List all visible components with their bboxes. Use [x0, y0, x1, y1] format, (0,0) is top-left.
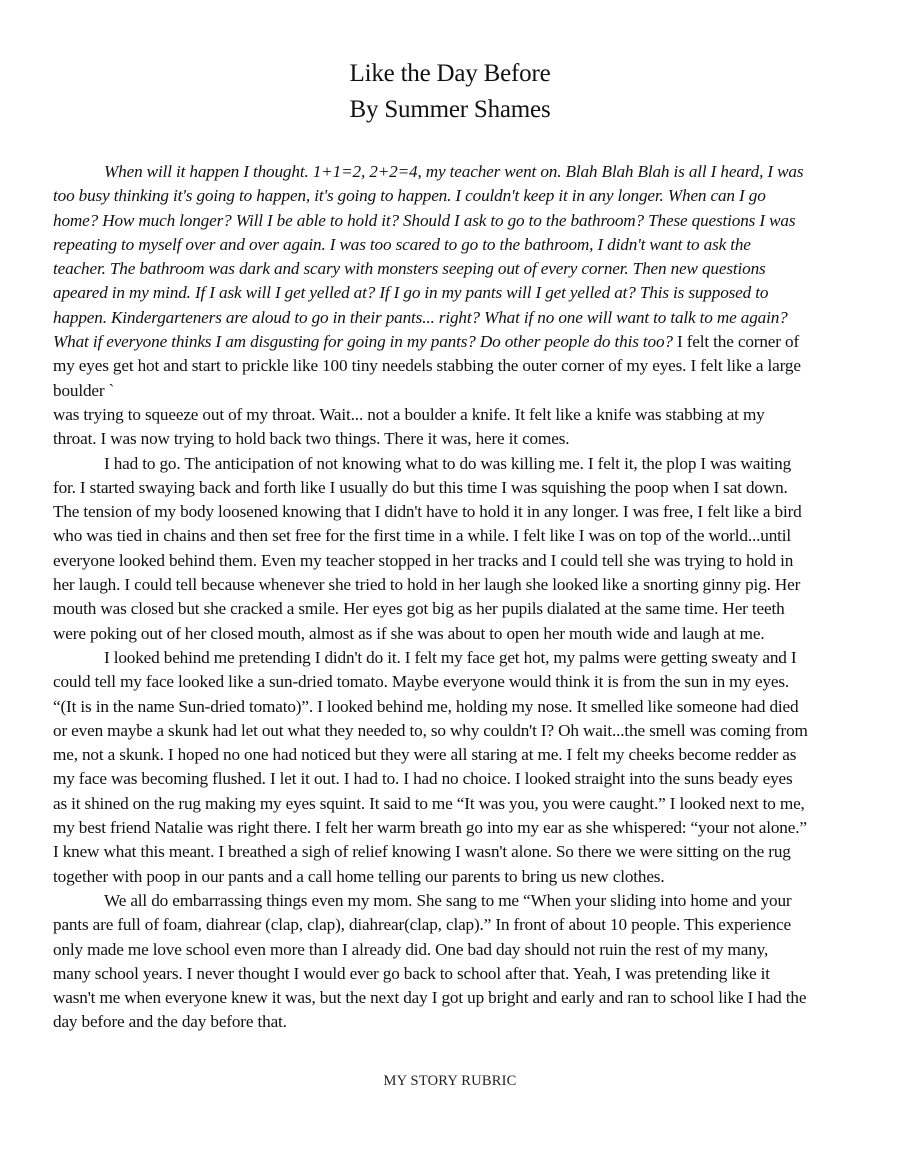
story-line — [53, 913, 853, 937]
roman-text: was trying to squeeze out of my throat. Wait... not a boulder a knife. It felt like a knife was stabbing at my — [53, 404, 765, 424]
italic-text: repeating to myself over and over again. I was too scared to go to the bathroom, I didn't want to ask the — [53, 234, 751, 254]
story-line — [53, 1010, 853, 1034]
roman-text: her laugh. I could tell because whenever she tried to hold in her laugh she looked like a snorting ginny pig. Her — [53, 575, 801, 595]
roman-text: wasn't me when everyone knew it was, but the next day I got up bright and early and ran to school like I had the — [53, 988, 807, 1008]
italic-text: home? How much longer? Will I be able to hold it? Should I ask to go to the bathroom? These questions I was — [53, 210, 796, 230]
roman-text: “(It is in the name Sun-dried tomato)”. I looked behind me, holding my nose. It smelled like someone had died — [53, 696, 799, 716]
story-line — [53, 354, 853, 378]
roman-text: many school years. I never thought I would ever go back to school after that. Yeah, I was pretending like it — [53, 963, 770, 983]
roman-text: for. I started swaying back and forth like I usually do but this time I was squishing the poop when I sat down. — [53, 477, 788, 497]
story-line — [53, 865, 853, 889]
story-title: Like the Day Before — [349, 60, 551, 87]
story-line — [53, 840, 853, 864]
rubric-heading: MY STORY RUBRIC — [383, 1073, 517, 1089]
story-byline: By Summer Shames — [349, 96, 551, 123]
story-line — [53, 209, 853, 233]
roman-text: pants are full of foam, diahrear (clap, clap), diahrear(clap, clap).” In front of about 10 people. This experience — [53, 915, 792, 935]
roman-text: only made me love school even more than I already did. One bad day should not ruin the rest of my many, — [53, 939, 769, 959]
roman-text: or even maybe a skunk had let out what they needed to, so why couldn't I? Oh wait...the smell was coming from — [53, 720, 808, 740]
roman-text: were poking out of her closed mouth, almost as if she was about to open her mouth wide and laugh at me. — [53, 623, 765, 643]
roman-text: The tension of my body loosened knowing that I didn't have to hold it in any longer. I was free, I felt like a bird — [53, 502, 802, 522]
roman-text: throat. I was now trying to hold back two things. There it was, here it comes. — [53, 429, 570, 449]
roman-text: my face was becoming flushed. I let it out. I had to. I had no choice. I looked straight into the suns beady eyes — [53, 769, 793, 789]
story-line — [53, 743, 853, 767]
roman-text: my eyes get hot and start to prickle like 100 tiny needels stabbing the outer corner of my eyes. I felt like a large — [53, 356, 801, 376]
italic-text: happen. Kindergarteners are aloud to go in their pants... right? What if no one will want to talk to me again? — [53, 307, 788, 327]
story-line — [53, 160, 853, 184]
story-line — [53, 281, 853, 305]
roman-text: me, not a skunk. I hoped no one had noticed but they were all staring at me. I felt my cheeks become redder as — [53, 745, 797, 765]
story-line — [53, 573, 853, 597]
roman-text: as it shined on the rug making my eyes squint. It said to me “It was you, you were caught.” I looked next to me, — [53, 793, 805, 813]
story-line — [53, 184, 853, 208]
story-line — [53, 889, 853, 913]
story-line — [53, 427, 853, 451]
roman-text: I had to go. The anticipation of not knowing what to do was killing me. I felt it, the plop I was waiting — [104, 453, 792, 473]
roman-text: I felt the corner of — [672, 332, 800, 352]
story-line — [53, 622, 853, 646]
roman-text: I looked behind me pretending I didn't do it. I felt my face get hot, my palms were getting sweaty and I — [104, 647, 797, 667]
roman-text: boulder ` — [53, 380, 115, 400]
story-line — [53, 792, 853, 816]
roman-text: together with poop in our pants and a call home telling our parents to bring us new clothes. — [53, 866, 665, 886]
story-line — [53, 379, 853, 403]
roman-text: We all do embarrassing things even my mom. She sang to me “When your sliding into home and your — [104, 890, 792, 910]
story-line — [53, 306, 853, 330]
story-line — [53, 549, 853, 573]
title-block — [0, 56, 900, 128]
roman-text: everyone looked behind them. Even my teacher stopped in her tracks and I could tell she was trying to hold in — [53, 550, 794, 570]
story-line — [53, 670, 853, 694]
story-line — [53, 986, 853, 1010]
story-line — [53, 597, 853, 621]
story-line — [53, 403, 853, 427]
roman-text: day before and the day before that. — [53, 1012, 287, 1032]
story-line — [53, 646, 853, 670]
story-line — [53, 719, 853, 743]
roman-text: mouth was closed but she cracked a smile. Her eyes got big as her pupils dialated at the same time. Her teeth — [53, 599, 785, 619]
story-line — [53, 938, 853, 962]
story-body — [53, 160, 853, 1035]
italic-text: apeared in my mind. If I ask will I get yelled at? If I go in my pants will I get yelled at? This is supposed to — [53, 283, 769, 303]
story-line — [53, 476, 853, 500]
story-line — [53, 330, 853, 354]
italic-text: When will it happen I thought. 1+1=2, 2+2=4, my teacher went on. Blah Blah Blah is all I heard, I was — [104, 162, 804, 181]
italic-text: teacher. The bathroom was dark and scary with monsters seeping out of every corner. Then new questions — [53, 259, 766, 279]
story-line — [53, 695, 853, 719]
story-line — [53, 233, 853, 257]
italic-text: What if everyone thinks I am disgusting for going in my pants? Do other people do this too? — [53, 332, 673, 352]
story-line — [53, 962, 853, 986]
story-line — [53, 257, 853, 281]
roman-text: I knew what this meant. I breathed a sigh of relief knowing I wasn't alone. So there we were sitting on the rug — [53, 842, 791, 862]
story-line — [53, 816, 853, 840]
roman-text: could tell my face looked like a sun-dried tomato. Maybe everyone would think it is from the sun in my eyes. — [53, 672, 790, 692]
story-line — [53, 767, 853, 791]
roman-text: who was tied in chains and then set free for the first time in a while. I felt like I was on top of the world...until — [53, 526, 792, 546]
story-line — [53, 524, 853, 548]
story-line — [53, 452, 853, 476]
roman-text: my best friend Natalie was right there. I felt her warm breath go into my ear as she whispered: “your not alone.” — [53, 818, 807, 838]
italic-text: too busy thinking it's going to happen, it's going to happen. I couldn't keep it in any longer. When can I go — [53, 186, 766, 206]
story-line — [53, 500, 853, 524]
